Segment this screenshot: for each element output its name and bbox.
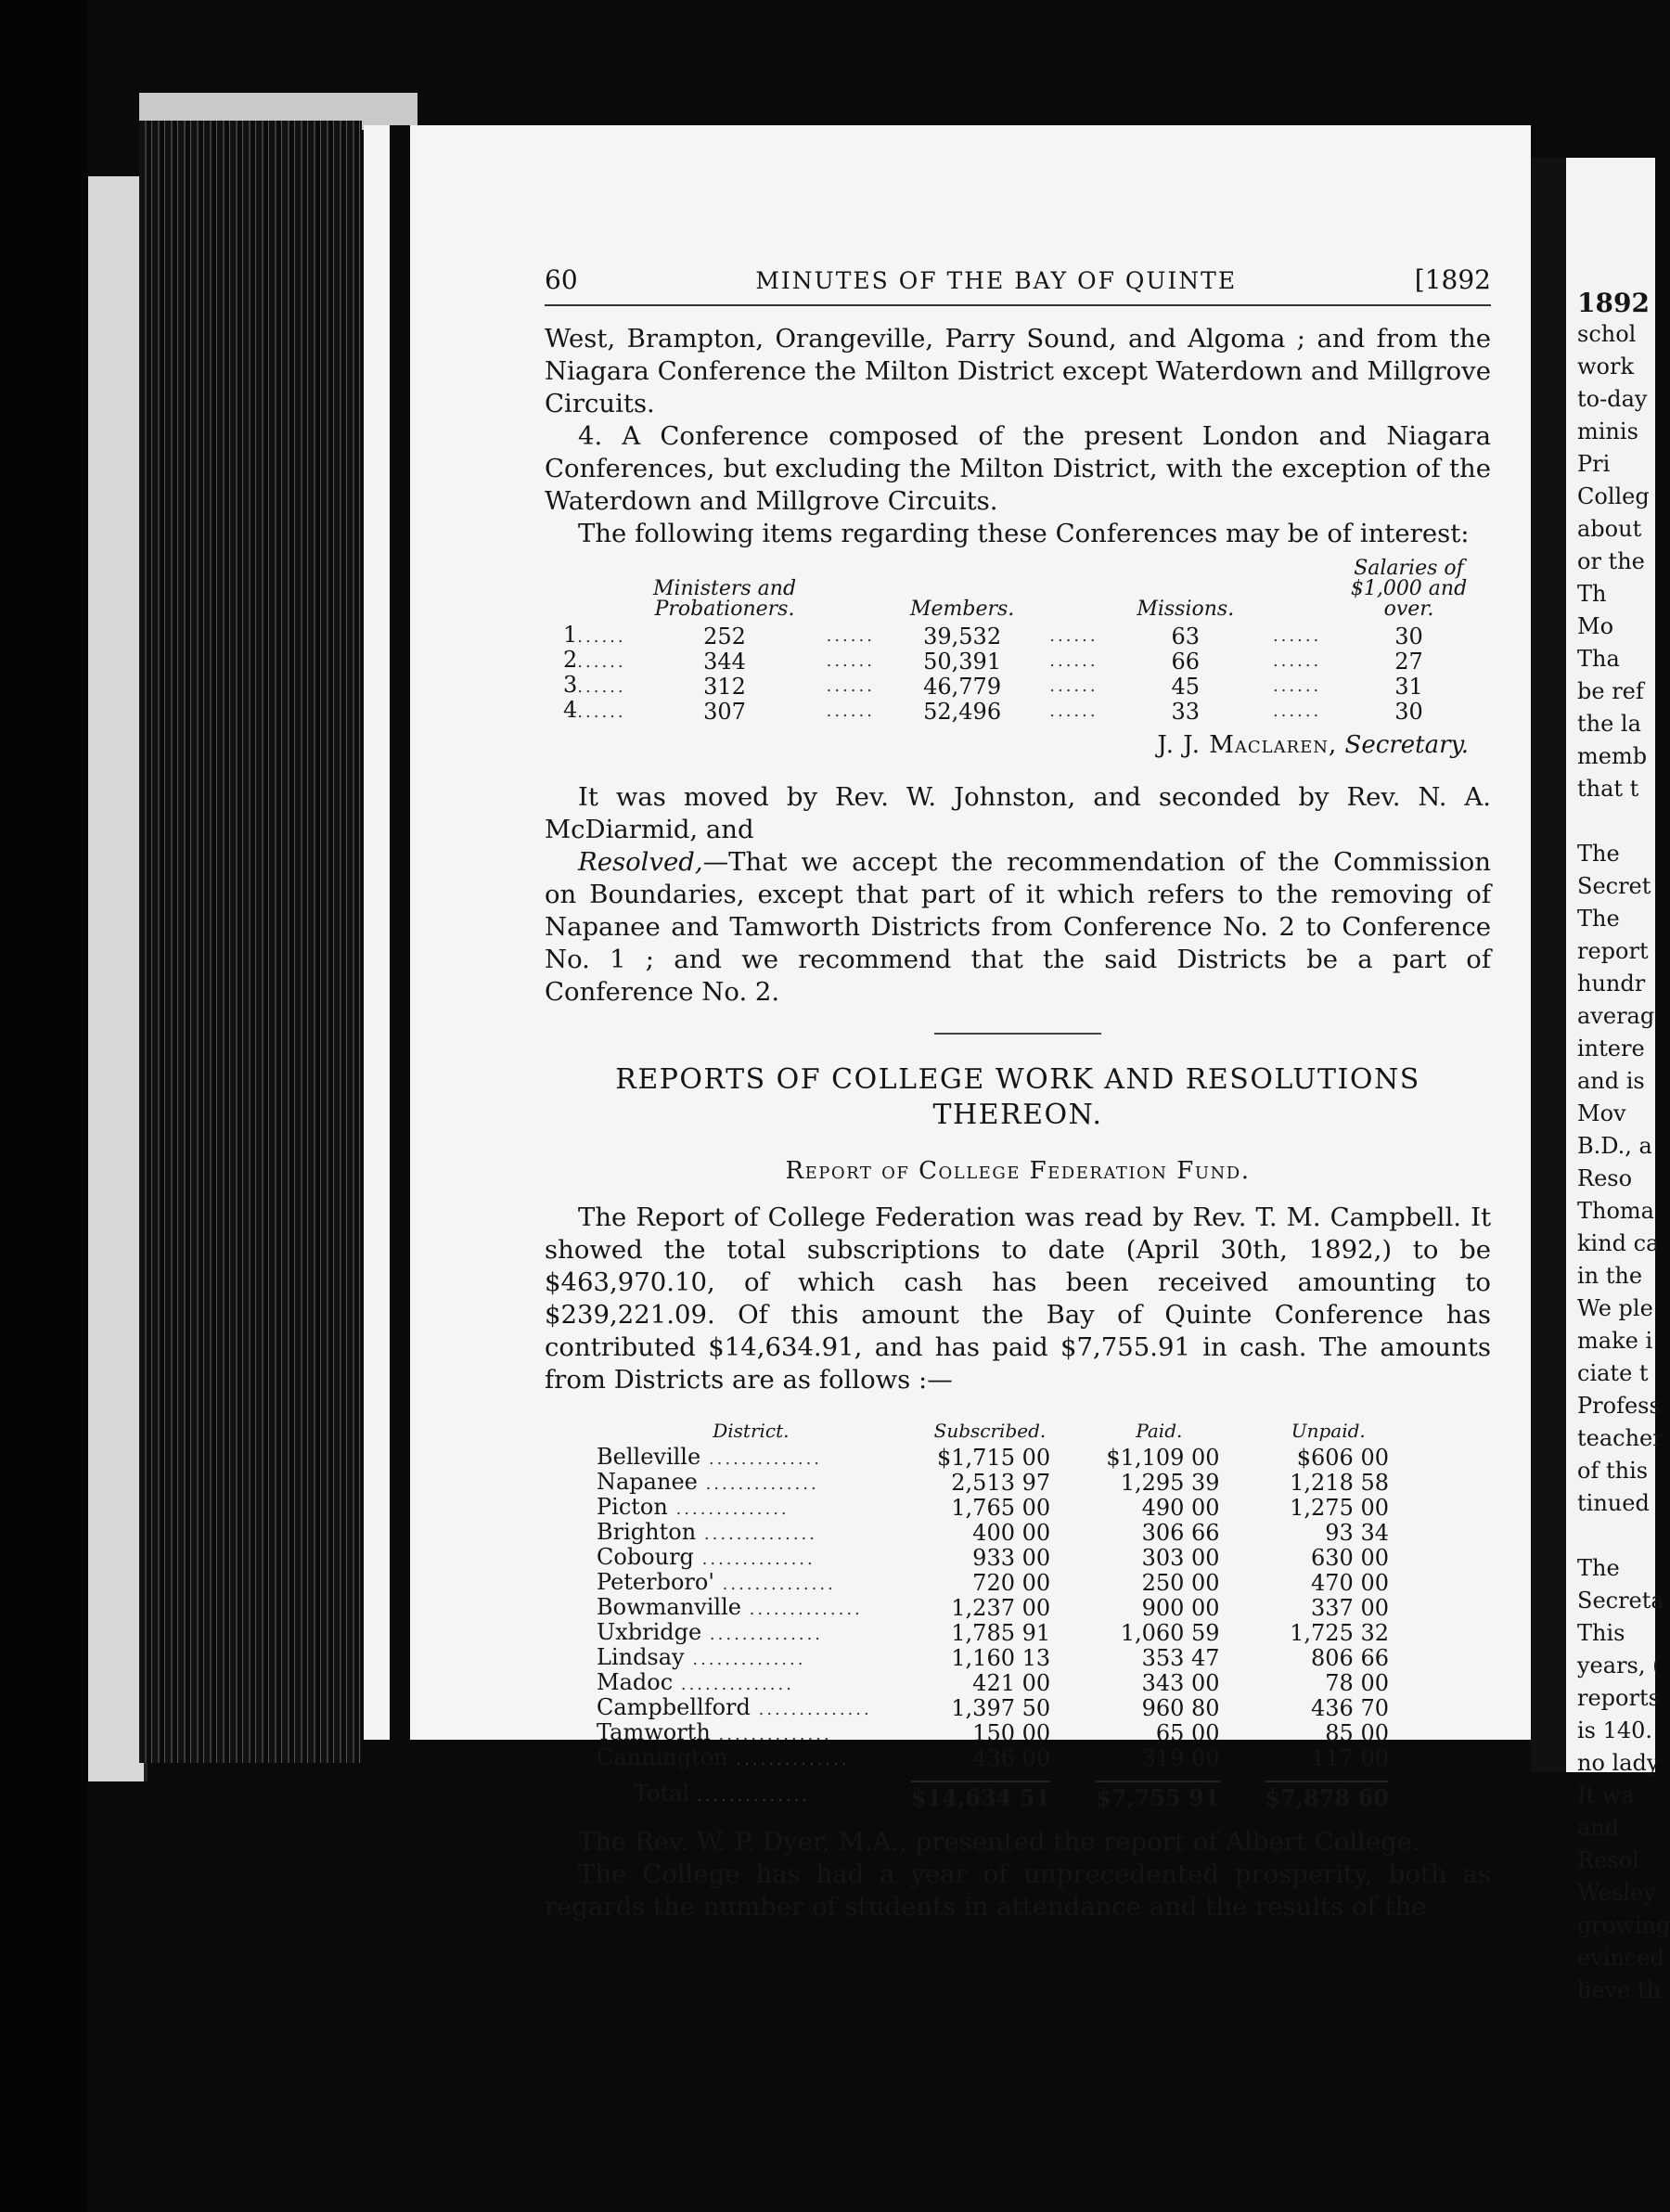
leader-dots: ..............: [727, 1750, 850, 1769]
row-number: [545, 674, 628, 699]
paid-cell: 960 80: [1141, 1695, 1220, 1721]
paragraph-resolved: [545, 846, 1491, 1009]
signature-name: J. J. Maclaren,: [1157, 731, 1338, 759]
facing-page-line: make i: [1577, 1328, 1653, 1354]
leader-dots: ......: [1049, 625, 1098, 646]
page-stack-edges: [139, 121, 362, 1763]
facing-page-fragment: [1566, 158, 1670, 2003]
subscribed-cell: 1,397 50: [951, 1695, 1051, 1721]
table-row: [597, 1671, 1413, 1696]
facing-page-line: is 140.: [1577, 1717, 1653, 1743]
facing-page-line: It wa: [1577, 1782, 1635, 1808]
table-row: [597, 1621, 1413, 1646]
facing-page-line: [1577, 805, 1655, 838]
unpaid-cell: 1,725 32: [1290, 1620, 1389, 1646]
district-cell: [597, 1671, 906, 1696]
leader-dots: ..............: [740, 1600, 863, 1619]
facing-page-line: lieve th: [1577, 1977, 1662, 2003]
paid-cell: 343 00: [1141, 1670, 1220, 1696]
facing-page-line: Wesley: [1577, 1880, 1656, 1906]
missions-cell: 33: [1171, 698, 1201, 725]
leader-dots: ..............: [701, 1625, 824, 1644]
leader-dots: ......: [1049, 701, 1098, 721]
table-row: [597, 1521, 1413, 1546]
facing-page-line: be ref: [1577, 678, 1644, 704]
col-paid: Paid.: [1136, 1420, 1183, 1442]
col-salaries: Salaries of $1,000 and over.: [1350, 557, 1468, 621]
district-name: Picton: [597, 1494, 668, 1520]
members-cell: 50,391: [923, 648, 1002, 675]
leader-dots: ..............: [667, 1499, 790, 1519]
paid-cell: 319 00: [1141, 1745, 1220, 1771]
unpaid-cell: 806 66: [1311, 1645, 1389, 1671]
unpaid-cell: 85 00: [1325, 1720, 1389, 1746]
missions-cell: 63: [1171, 623, 1201, 649]
facing-page-line: Th: [1577, 581, 1607, 607]
total-row: Total .............. $14,634 51 $7,755 91 $7,878 60: [634, 1781, 1389, 1811]
district-name: Campbellford: [597, 1694, 751, 1720]
col-missions: Missions.: [1137, 598, 1235, 621]
secretary-signature: [545, 731, 1469, 759]
table-row: [597, 1646, 1413, 1671]
facing-page-line: of this: [1577, 1458, 1649, 1484]
total-label: Total: [634, 1781, 690, 1807]
conference-statistics-table: [545, 558, 1491, 724]
paragraph-federation-report: The Report of College Federation was read by Rev. T. M. Campbell. It showed the total subscriptions to date (April 30th, 1892,) to be $463,970.10, of which cash has been received amounting to $239,221.09. Of this amount the Bay of Quinte Conference has contributed $14,634.91, and has paid $7,755.91 in cash. The amounts from Districts are as follows :—: [545, 1202, 1491, 1395]
subscribed-cell: 1,160 13: [951, 1645, 1051, 1671]
facing-page-line: that t: [1577, 776, 1639, 802]
unpaid-cell: 117 00: [1311, 1745, 1389, 1771]
district-cell: [597, 1546, 906, 1571]
col-district: District.: [713, 1420, 790, 1442]
unpaid-cell: $606 00: [1296, 1445, 1389, 1471]
subscribed-cell: 436 00: [972, 1745, 1051, 1771]
col-unpaid: Unpaid.: [1291, 1420, 1366, 1442]
row-number-value: 3: [563, 672, 578, 698]
unpaid-cell: 1,275 00: [1290, 1495, 1389, 1521]
leader-dots: ......: [1272, 701, 1322, 721]
facing-page-line: report: [1577, 938, 1649, 964]
district-cell: [597, 1571, 906, 1596]
missions-cell: 66: [1171, 648, 1201, 675]
district-cell: [597, 1446, 906, 1471]
total-paid: $7,755 91: [1096, 1781, 1220, 1809]
district-name: Napanee: [597, 1469, 698, 1495]
total-unpaid: $7,878 60: [1265, 1781, 1389, 1809]
facing-page-line: or the: [1577, 548, 1645, 574]
district-name: Peterboro': [597, 1569, 714, 1595]
resolved-text: —That we accept the recommendation of the Commission on Boundaries, except that part of it which refers to the removing of Napanee and Tamworth Districts from Conference No. 2 to Conference No. 1 ; and we recommend that the said Districts be a part of Conference No. 2.: [545, 847, 1491, 1007]
paid-cell: 1,060 59: [1120, 1620, 1220, 1646]
facing-page-line: minis: [1577, 418, 1638, 444]
facing-page-line: tinued: [1577, 1490, 1650, 1516]
paid-cell: 306 66: [1141, 1520, 1220, 1546]
facing-page-line: Mo: [1577, 613, 1614, 639]
subscribed-cell: 1,765 00: [951, 1495, 1051, 1521]
unpaid-cell: 93 34: [1325, 1520, 1389, 1546]
district-name: Bowmanville: [597, 1594, 741, 1620]
members-cell: 52,496: [923, 698, 1002, 725]
table-row: [545, 674, 1491, 699]
district-name: Lindsay: [597, 1644, 685, 1670]
facing-page-line: The: [1577, 906, 1620, 932]
missions-cell: 45: [1171, 673, 1201, 700]
facing-page-line: B.D., a: [1577, 1133, 1652, 1159]
table-row: [597, 1471, 1413, 1496]
district-cell: [597, 1496, 906, 1521]
salaries-cell: 31: [1394, 673, 1423, 700]
paid-cell: 303 00: [1141, 1545, 1220, 1571]
salaries-cell: 27: [1394, 648, 1423, 675]
row-number-value: 2: [563, 647, 578, 673]
district-cell: [597, 1696, 906, 1721]
district-name: Uxbridge: [597, 1619, 702, 1645]
facing-page-line: Resol: [1577, 1847, 1639, 1873]
facing-page-line: Profess: [1577, 1393, 1661, 1419]
page-edge-band: [364, 125, 390, 1740]
leader-dots: ......: [826, 650, 875, 671]
signature-role: Secretary.: [1344, 731, 1469, 759]
table-row: [597, 1721, 1413, 1746]
book-gutter: [1531, 158, 1566, 1772]
running-title: MINUTES OF THE BAY OF QUINTE: [755, 267, 1238, 294]
facing-page-line: evinced: [1577, 1945, 1664, 1971]
facing-page-line: The: [1577, 841, 1620, 867]
table-row: [597, 1596, 1413, 1621]
district-name: Belleville: [597, 1444, 701, 1470]
members-cell: 39,532: [923, 623, 1002, 649]
paragraph-items-intro: The following items regarding these Conferences may be of interest:: [578, 519, 1470, 548]
unpaid-cell: 630 00: [1311, 1545, 1389, 1571]
leader-dots: ..............: [697, 1474, 819, 1494]
subscribed-cell: 421 00: [972, 1670, 1051, 1696]
facing-page-line: averag: [1577, 1003, 1655, 1029]
district-cell: [597, 1521, 906, 1546]
binding-shadow: [390, 125, 410, 1740]
facing-page-line: We ple: [1577, 1295, 1653, 1321]
facing-page-line: Secret: [1577, 873, 1651, 899]
leader-dots: ......: [577, 627, 626, 647]
district-cell: [597, 1471, 906, 1496]
section-divider: [934, 1033, 1101, 1035]
subscribed-cell: 2,513 97: [951, 1470, 1051, 1496]
unpaid-cell: 1,218 58: [1290, 1470, 1389, 1496]
subscribed-cell: 150 00: [972, 1720, 1051, 1746]
table-row: [545, 624, 1491, 649]
facing-page-line: and: [1577, 1815, 1620, 1841]
leader-dots: ......: [826, 625, 875, 646]
table-row: [597, 1746, 1413, 1771]
facing-page-line: no lady: [1577, 1750, 1660, 1776]
subscribed-cell: 1,237 00: [951, 1595, 1051, 1621]
paid-cell: 250 00: [1141, 1570, 1220, 1596]
federation-fund-table: [597, 1419, 1413, 1809]
leader-dots: ..............: [750, 1700, 872, 1719]
facing-page-line: about: [1577, 516, 1642, 542]
subscribed-cell: 720 00: [972, 1570, 1051, 1596]
facing-page-line: to-day: [1577, 386, 1648, 412]
leader-dots: ..............: [684, 1650, 806, 1669]
salaries-cell: 30: [1394, 623, 1423, 649]
table-header-row: [597, 1419, 1413, 1446]
facing-page-line: The: [1577, 1555, 1620, 1581]
facing-page-line: kind ca: [1577, 1230, 1660, 1256]
row-number: [545, 624, 628, 649]
unpaid-cell: 470 00: [1311, 1570, 1389, 1596]
facing-page-line: This: [1577, 1620, 1625, 1646]
facing-page-line: reports: [1577, 1685, 1660, 1711]
scan-left-margin: [0, 0, 88, 2212]
facing-page-line: the la: [1577, 711, 1641, 737]
unpaid-cell: 436 70: [1311, 1695, 1389, 1721]
district-cell: [597, 1621, 906, 1646]
facing-page-year: 1892: [1577, 288, 1650, 318]
facing-page-line: ciate t: [1577, 1360, 1649, 1386]
table-row: [545, 699, 1491, 724]
leader-dots: ..............: [700, 1449, 823, 1469]
ministers-cell: 344: [703, 648, 746, 675]
leader-dots: ......: [826, 701, 875, 721]
paid-cell: 65 00: [1155, 1720, 1220, 1746]
table-row: [545, 649, 1491, 674]
row-number-value: 1: [563, 622, 578, 648]
col-members: Members.: [909, 598, 1015, 621]
facing-page-line: [1577, 1520, 1655, 1552]
district-cell: [597, 1746, 906, 1771]
page-number: 60: [545, 264, 578, 295]
header-rule: [545, 304, 1491, 306]
leader-dots: ......: [1049, 650, 1098, 671]
subscribed-cell: 933 00: [972, 1545, 1051, 1571]
table-row: [597, 1571, 1413, 1596]
leader-dots: ......: [1272, 675, 1322, 696]
facing-page-line: Reso: [1577, 1165, 1633, 1191]
running-head: [545, 264, 1491, 295]
subscribed-cell: $1,715 00: [937, 1445, 1051, 1471]
paragraph-motion: It was moved by Rev. W. Johnston, and seconded by Rev. N. A. McDiarmid, and: [545, 782, 1491, 844]
row-number-value: 4: [563, 697, 578, 723]
leader-dots: ..............: [696, 1524, 817, 1544]
facing-page-line: Mov: [1577, 1100, 1626, 1126]
facing-page-line: and is: [1577, 1068, 1645, 1094]
district-name: Brighton: [597, 1519, 697, 1545]
ministers-cell: 252: [703, 623, 746, 649]
col-subscribed: Subscribed.: [933, 1420, 1047, 1442]
facing-page-lines: [1566, 318, 1670, 2007]
district-cell: [597, 1646, 906, 1671]
table-row: [597, 1696, 1413, 1721]
leader-dots: ..............: [673, 1675, 794, 1694]
leader-dots: ......: [1272, 650, 1322, 671]
section-heading: REPORTS OF COLLEGE WORK AND RESOLUTIONS THEREON.: [615, 1063, 1420, 1131]
table-row: [597, 1546, 1413, 1571]
facing-page-line: work: [1577, 354, 1635, 379]
facing-page-line: growing: [1577, 1912, 1670, 1938]
facing-page-line: years, (: [1577, 1653, 1662, 1678]
facing-page-line: Pri: [1577, 451, 1611, 477]
leader-dots: ......: [577, 677, 626, 697]
district-cell: [597, 1596, 906, 1621]
text-column: [545, 264, 1491, 1923]
facing-page-line: schol: [1577, 321, 1637, 347]
leader-dots: ......: [826, 675, 875, 696]
table-header-row: [545, 558, 1491, 624]
row-number: [545, 699, 628, 724]
leader-dots: ......: [577, 702, 626, 722]
paid-cell: 1,295 39: [1120, 1470, 1220, 1496]
paragraph-albert-college: The Rev. W. P. Dyer, M.A., presented the report of Albert College.: [578, 1827, 1420, 1857]
leader-dots: ......: [1272, 625, 1322, 646]
facing-page-line: Colleg: [1577, 483, 1650, 509]
leader-dots: ..............: [710, 1725, 832, 1744]
book-page: [410, 125, 1531, 1922]
leader-dots: ..............: [713, 1575, 836, 1594]
district-cell: [597, 1721, 906, 1746]
facing-page-line: Secreta: [1577, 1588, 1664, 1614]
paid-cell: $1,109 00: [1106, 1445, 1220, 1471]
ministers-cell: 312: [703, 673, 746, 700]
paragraph-college-prosperity: The College has had a year of unprecedented prosperity, both as regards the number of students in attendance and the results of the: [545, 1859, 1491, 1922]
table-row: [597, 1446, 1413, 1471]
row-number: [545, 649, 628, 674]
district-name: Cannington: [597, 1744, 728, 1770]
paid-cell: 490 00: [1141, 1495, 1220, 1521]
paid-cell: 900 00: [1141, 1595, 1220, 1621]
facing-page-line: intere: [1577, 1035, 1645, 1061]
paragraph-boundaries-continued: West, Brampton, Orangeville, Parry Sound, and Algoma ; and from the Niagara Conference the Milton District except Waterdown and Millgrove Circuits.: [545, 324, 1491, 418]
subscribed-cell: 1,785 91: [951, 1620, 1051, 1646]
section-subheading: Report of College Federation Fund.: [785, 1157, 1251, 1185]
total-subscribed: $14,634 51: [911, 1781, 1050, 1809]
facing-page-line: teacher: [1577, 1425, 1664, 1451]
unpaid-cell: 78 00: [1325, 1670, 1389, 1696]
paid-cell: 353 47: [1141, 1645, 1220, 1671]
facing-page-line: Thoma: [1577, 1198, 1654, 1224]
leader-dots: ..............: [693, 1550, 816, 1569]
paragraph-conference-4: 4. A Conference composed of the present London and Niagara Conferences, but excluding the Milton District, with the exception of the Waterdown and Millgrove Circuits.: [545, 421, 1491, 516]
district-name: Madoc: [597, 1669, 674, 1695]
facing-page-line: Tha: [1577, 646, 1620, 672]
district-name: Cobourg: [597, 1544, 694, 1570]
facing-page-line: in the: [1577, 1263, 1643, 1289]
resolved-label: Resolved,: [578, 847, 703, 877]
table-row: [597, 1496, 1413, 1521]
ministers-cell: 307: [703, 698, 746, 725]
salaries-cell: 30: [1394, 698, 1423, 725]
members-cell: 46,779: [923, 673, 1002, 700]
leader-dots: ......: [577, 652, 626, 672]
leader-dots: ......: [1049, 675, 1098, 696]
facing-page-line: memb: [1577, 743, 1648, 769]
unpaid-cell: 337 00: [1311, 1595, 1389, 1621]
col-ministers: Ministers and Probationers.: [652, 577, 797, 621]
facing-page-line: hundr: [1577, 971, 1646, 997]
subscribed-cell: 400 00: [972, 1520, 1051, 1546]
running-year: [1892: [1414, 264, 1491, 295]
district-name: Tamworth: [597, 1719, 711, 1745]
